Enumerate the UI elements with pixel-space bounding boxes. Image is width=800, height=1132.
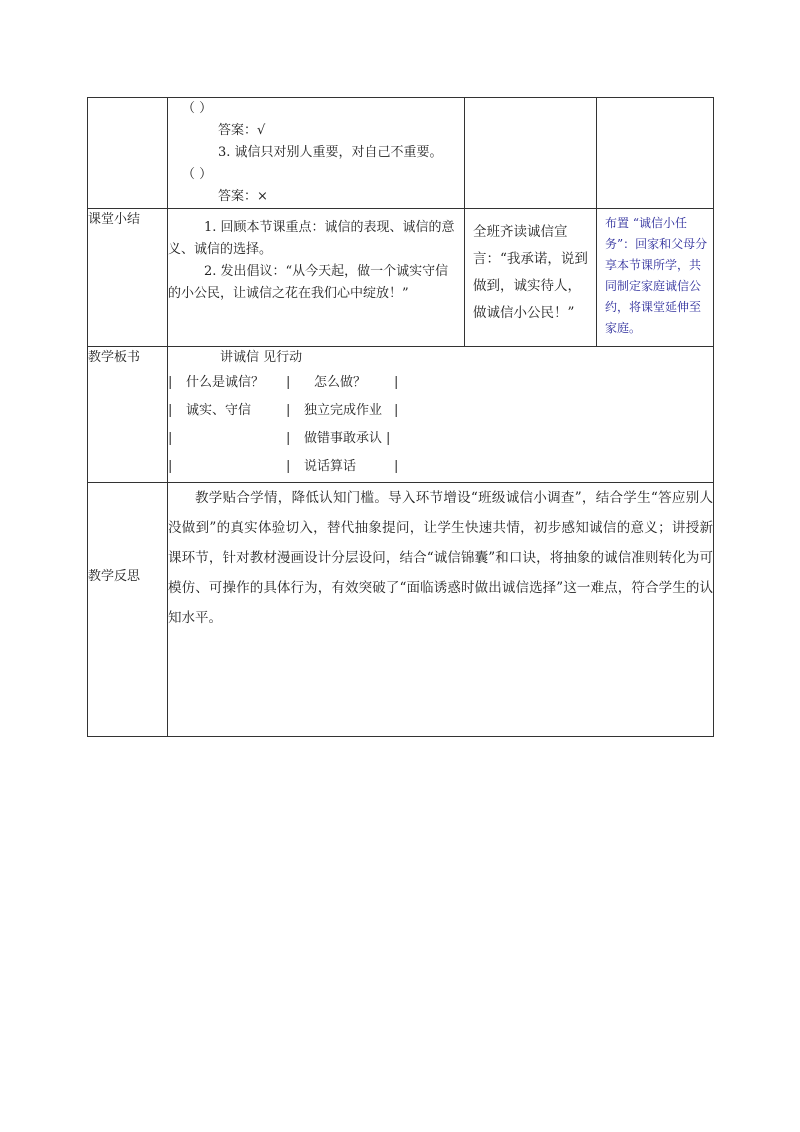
board-bar: | [394, 375, 399, 390]
board-bar: | [286, 431, 291, 446]
board-bar: | [168, 459, 173, 474]
board-content-cell [168, 347, 714, 483]
quiz-activity-cell [465, 98, 597, 209]
quiz-question-3: 3. 诚信只对别人重要，对自己不重要。 [218, 145, 443, 160]
board-right-text: 独立完成作业 [304, 403, 383, 418]
board-line-1 [168, 369, 713, 397]
quiz-intent-cell [597, 98, 714, 209]
board-bar: | [394, 403, 399, 418]
board-label: 教学板书 [88, 347, 168, 483]
board-bar: | [286, 375, 291, 390]
reflection-label: 教学反思 [88, 483, 168, 737]
summary-point-2: 2. 发出倡议：“从今天起，做一个诚实守信的小公民，让诚信之花在我们心中绽放！” [168, 264, 449, 301]
board-line-3 [168, 425, 713, 453]
board-line-4 [168, 453, 713, 481]
board-row [88, 347, 714, 483]
quiz-answer-2: 答案：× [218, 189, 268, 204]
board-line-2 [168, 397, 713, 425]
summary-row [88, 209, 714, 347]
board-right-text: 做错事敢承认 [304, 431, 383, 446]
board-bar: | [286, 403, 291, 418]
board-bar: | [168, 431, 173, 446]
summary-point-1: 1. 回顾本节课重点：诚信的表现、诚信的意义、诚信的选择。 [168, 220, 455, 257]
summary-student-activity: 全班齐读诚信宣言：“我承诺，说到做到，诚实待人，做诚信小公民！” [465, 209, 597, 347]
board-bar: | [386, 431, 391, 446]
board-bar: | [168, 375, 173, 390]
board-bar: | [286, 459, 291, 474]
summary-label: 课堂小结 [88, 209, 168, 347]
quiz-answer-1: 答案：√ [218, 123, 266, 138]
board-right-text: 怎么做？ [314, 375, 367, 390]
quiz-row [88, 98, 714, 209]
summary-content-cell [168, 209, 465, 347]
board-bar: | [168, 403, 173, 418]
lesson-plan-table [87, 97, 714, 737]
quiz-bracket-2: （ ） [182, 167, 213, 182]
quiz-label-cell [88, 98, 168, 209]
board-left-text: 诚实、守信 [186, 403, 252, 418]
reflection-text: 教学贴合学情，降低认知门槛。导入环节增设“班级诚信小调查”，结合学生“答应别人没做到”的真实体验切入，替代抽象提问，让学生快速共情，初步感知诚信的意义；讲授新课环节，针对教材漫画设计分层设问，结合“诚信锦囊”和口诀，将抽象的诚信准则转化为可模仿、可操作的具体行为，有效突破了“面临诱惑时做出诚信选择”这一难点，符合学生的认知水平。 [168, 483, 714, 737]
quiz-bracket-1: （ ） [182, 101, 213, 116]
quiz-content-cell [168, 98, 465, 209]
reflection-row [88, 483, 714, 737]
summary-design-intent: 布置 “诚信小任务”：回家和父母分享本节课所学，共同制定家庭诚信公约，将课堂延伸至家庭。 [597, 209, 714, 347]
board-left-text: 什么是诚信？ [186, 375, 265, 390]
board-right-text: 说话算话 [304, 459, 357, 474]
board-bar: | [394, 459, 399, 474]
board-title: 讲诚信 见行动 [220, 350, 303, 365]
